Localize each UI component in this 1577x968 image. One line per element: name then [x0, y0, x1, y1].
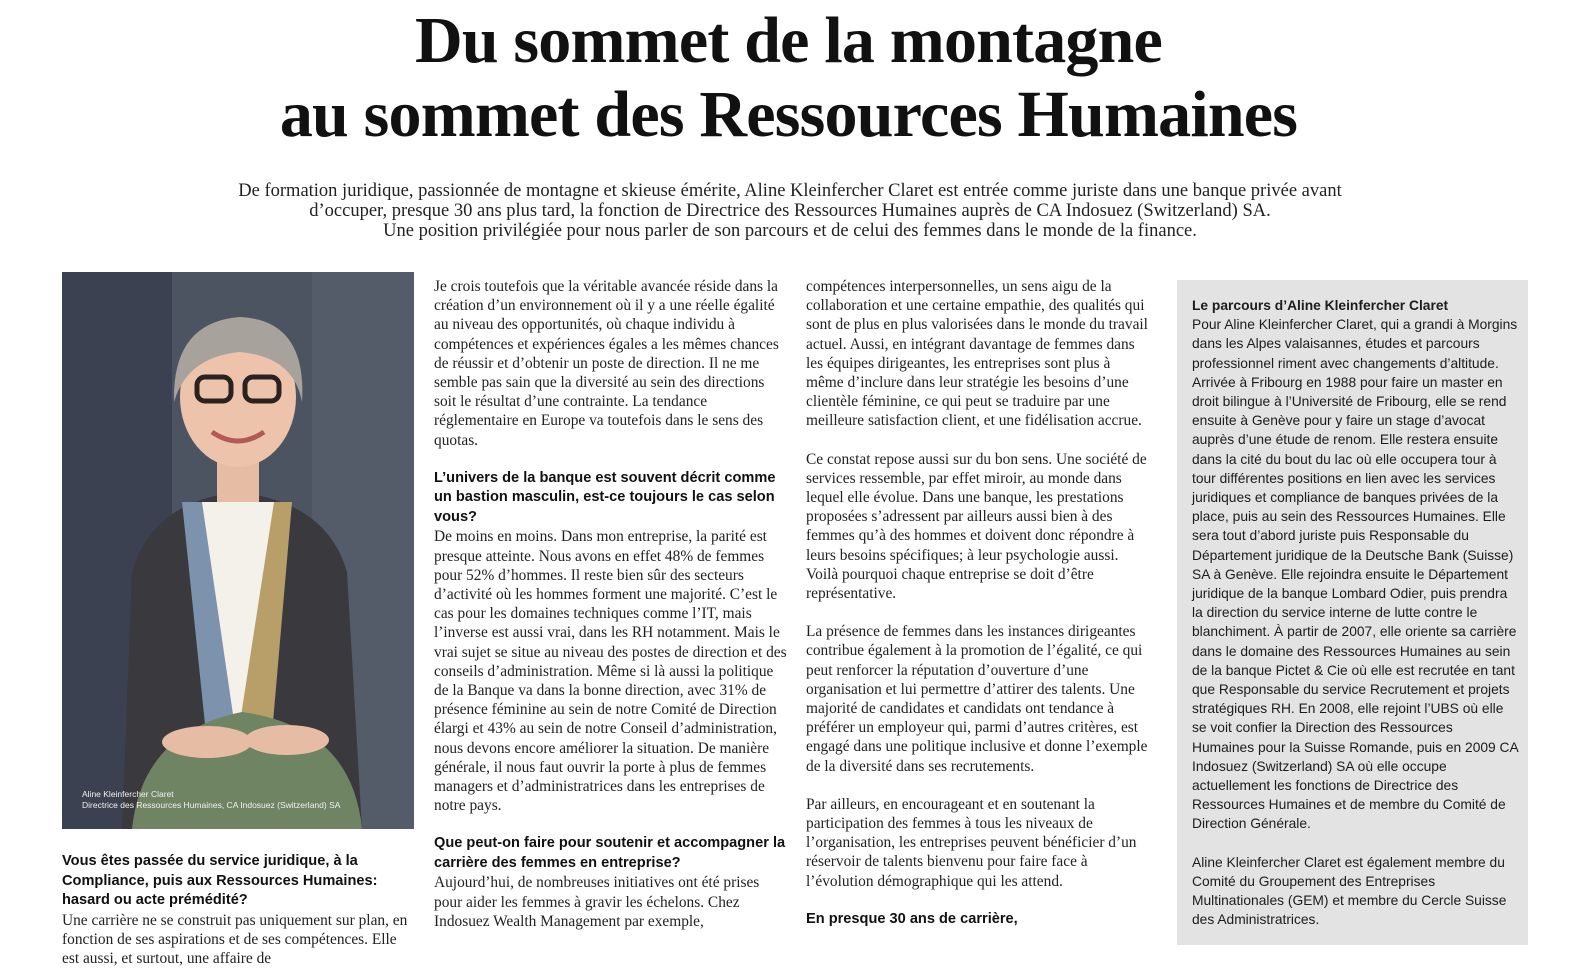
paragraph-presence: La présence de femmes dans les instances dirigeantes contribue également à la promotion de l’égalité, ce qui peut renforcer la réputation d’ouverture d’une organisation et lui permettre d’attirer des talents. Une majorité de candidates et candidats ont tendance à préférer un employeur qui, parmi d’autres critères, est engagé dans une politique inclusive et donne l’exemple de la diversité dans ses recrutements.: [806, 622, 1148, 776]
answer-career-path: Une carrière ne se construit pas uniquement sur plan, en fonction de ses aspirations et de ses compétences. Elle est aussi, et surtout, une affaire de: [62, 911, 414, 968]
sidebar-memberships: Aline Kleinfercher Claret est également membre du Comité du Groupement des Entreprises Multinationales (GEM) et membre du Cercle Suisse des Administratrices.: [1192, 853, 1518, 930]
intro-line-1: De formation juridique, passionnée de montagne et skieuse émérite, Aline Kleinfercher Claret est entrée comme juriste dans une banque privée avant: [238, 181, 1341, 201]
photo-caption: [82, 789, 340, 811]
sidebar-title: Le parcours d’Aline Kleinfercher Claret: [1192, 296, 1518, 315]
question-30-years: En presque 30 ans de carrière,: [806, 910, 1148, 930]
column-2: [434, 277, 790, 931]
question-career-path: Vous êtes passée du service juridique, à la Compliance, puis aux Ressources Humaines: hasard ou acte prémédité?: [62, 852, 414, 911]
column-3: [806, 277, 1148, 929]
answer-support: Aujourd’hui, de nombreuses initiatives ont été prises pour aider les femmes à gravir les échelons. Chez Indosuez Wealth Management par exemple,: [434, 873, 790, 931]
column-1: [62, 852, 414, 968]
intro-line-2: d’occuper, presque 30 ans plus tard, la fonction de Directrice des Ressources Humaines auprès de CA Indosuez (Switzerland) SA.: [309, 201, 1271, 221]
caption-role: Directrice des Ressources Humaines, CA Indosuez (Switzerland) SA: [82, 800, 340, 811]
paragraph-equality: Je crois toutefois que la véritable avancée réside dans la création d’un environnement où il y a une réelle égalité au niveau des opportunités, où chaque individu à compétences et expériences égales a les mêmes chances de réussir et d’obtenir un poste de direction. Il ne me semble pas sain que la diversité au sein des directions soit le résultat d’une contrainte. La tendance réglementaire en Europe va toutefois dans le sens des quotas.: [434, 277, 790, 450]
title-line-1: Du sommet de la montagne: [415, 4, 1162, 77]
intro-line-3: Une position privilégiée pour nous parler de son parcours et de celui des femmes dans le monde de la finance.: [383, 221, 1197, 241]
portrait-illustration: [62, 272, 414, 829]
article-title: [0, 4, 1577, 152]
paragraph-common-sense: Ce constat repose aussi sur du bon sens. Une société de services ressemble, par effet miroir, au monde dans lequel elle évolue. Dans une banque, les prestations proposées s’adressent par ailleurs aussi bien à des femmes qu’à des hommes et doivent donc répondre à leurs besoins spécifiques; à leur psychologie aussi. Voilà pourquoi chaque entreprise se doit d’être représentative.: [806, 450, 1148, 604]
question-support: Que peut-on faire pour soutenir et accompagner la carrière des femmes en entreprise?: [434, 834, 790, 873]
title-line-2: au sommet des Ressources Humaines: [280, 78, 1297, 151]
answer-bastion: De moins en moins. Dans mon entreprise, la parité est presque atteinte. Nous avons en effet 48% de femmes pour 52% d’hommes. Il reste bien sûr des secteurs d’activité où les hommes forment une majorité. C’est le cas pour les domaines techniques comme l’IT, mais l’inverse est aussi vrai, dans les RH notamment. Mais le vrai sujet se situe au niveau des postes de direction et des conseils d’administration. Même si là aussi la politique de la Banque va dans la bonne direction, avec 31% de présence féminine au sein de notre Comité de Direction élargi et 43% au sein de notre Conseil d’administration, nous devons encore améliorer la situation. De manière générale, il nous faut ouvrir la porte à plus de femmes managers et d’administratrices dans les entreprises de notre pays.: [434, 527, 790, 815]
paragraph-encouragement: Par ailleurs, en encourageant et en soutenant la participation des femmes à tous les niveaux de l’organisation, les entreprises peuvent bénéficier d’un réservoir de talents bienvenu pour faire face à l’évolution démographique qui les attend.: [806, 795, 1148, 891]
caption-name: Aline Kleinfercher Claret: [82, 789, 340, 800]
question-bastion: L’univers de la banque est souvent décrit comme un bastion masculin, est-ce toujours le cas selon vous?: [434, 469, 790, 528]
portrait-photo: [62, 272, 414, 829]
paragraph-skills: compétences interpersonnelles, un sens aigu de la collaboration et une certaine empathie, des qualités qui sont de plus en plus valorisées dans le monde du travail actuel. Aussi, en intégrant davantage de femmes dans les équipes dirigeantes, les entreprises sont plus à même d’inclure dans leur stratégie les besoins d’une clientèle féminine, ce qui peut se traduire par une meilleure satisfaction client, et une fidélisation accrue.: [806, 277, 1148, 431]
sidebar-biography: Pour Aline Kleinfercher Claret, qui a grandi à Morgins dans les Alpes valaisannes, études et parcours professionnel riment avec changements d’altitude. Arrivée à Fribourg en 1988 pour faire un master en droit bilingue à l’Université de Fribourg, elle se rend ensuite à Genève pour y faire un stage d’avocat auprès d’une étude de renom. Elle restera ensuite dans la cité du bout du lac où elle occupera tour à tour différentes positions en lien avec les services juridiques et compliance de banques privées de la place, puis au sein des Ressources Humaines. Elle sera tout d’abord juriste puis Responsable du Département juridique de la Deutsche Bank (Suisse) SA à Genève. Elle rejoindra ensuite le Département juridique de la banque Lombard Odier, puis prendra la direction du service interne de lutte contre le blanchiment. À partir de 2007, elle oriente sa carrière dans le domaine des Ressources Humaines au sein de la banque Pictet & Cie où elle est recrutée en tant que Responsable du service Recrutement et projets stratégiques RH. En 2008, elle rejoint l’UBS où elle se voit confier la Direction des Ressources Humaines pour la Suisse Romande, puis en 2009 CA Indosuez (Switzerland) SA où elle occupe actuellement les fonctions de Directrice des Ressources Humaines et de membre du Comité de Direction Générale.: [1192, 315, 1518, 833]
biography-sidebar: [1177, 280, 1528, 945]
article-intro: [205, 181, 1375, 241]
